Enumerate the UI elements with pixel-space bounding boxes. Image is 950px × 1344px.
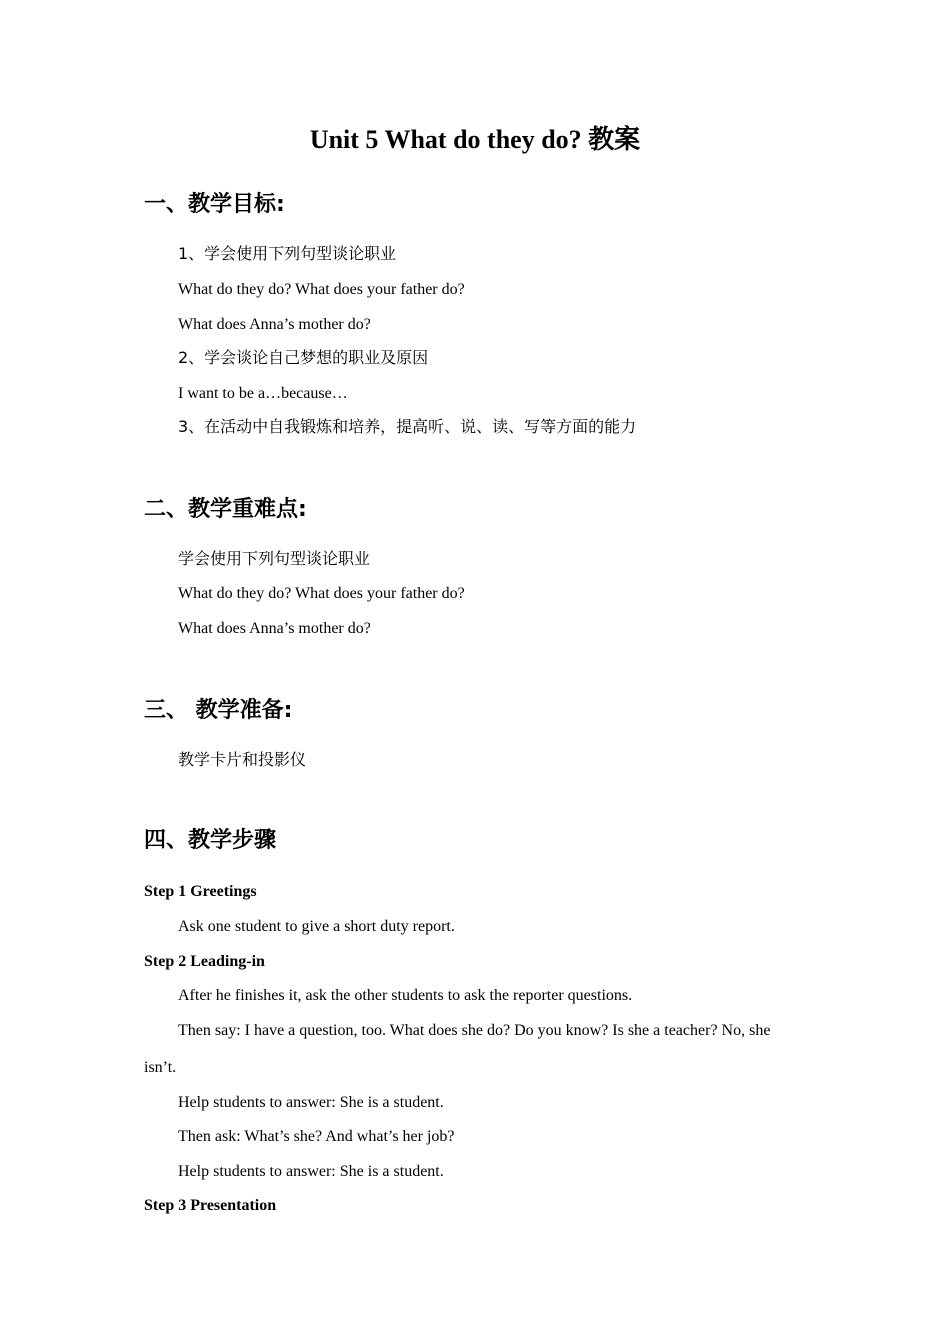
step-line-continuation: isn’t. [144, 1059, 177, 1076]
step-line: Help students to answer: She is a student. [178, 1163, 444, 1180]
step-2-title: Step 2 Leading-in [144, 953, 265, 970]
step-line: After he finishes it, ask the other students to ask the reporter questions. [178, 987, 633, 1004]
objective-line: 2、学会谈论自己梦想的职业及原因 [178, 348, 429, 367]
objective-line: 3、在活动中自我锻炼和培养，提高听、说、读、写等方面的能力 [178, 417, 637, 436]
section-heading-objectives: 一、教学目标: [144, 192, 285, 217]
step-line: Then say: I have a question, too. What does she do? Do you know? Is she a teacher? No, she [178, 1022, 771, 1039]
preparation-line: 教学卡片和投影仪 [178, 750, 307, 769]
document-title: Unit 5 What do they do? 教案 [309, 125, 641, 154]
objective-line: What do they do? What does your father do? [178, 281, 465, 298]
section-heading-key-points: 二、教学重难点: [144, 497, 307, 522]
section-heading-preparation: 三、 教学准备: [144, 698, 293, 723]
step-line: Ask one student to give a short duty report. [178, 918, 455, 935]
key-point-line: What do they do? What does your father do? [178, 585, 465, 602]
objective-line: 1、学会使用下列句型谈论职业 [178, 244, 397, 263]
key-point-line: 学会使用下列句型谈论职业 [178, 549, 371, 568]
step-1-title: Step 1 Greetings [144, 883, 257, 900]
step-3-title: Step 3 Presentation [144, 1197, 277, 1214]
objective-line: What does Anna’s mother do? [178, 316, 371, 333]
objective-line: I want to be a…because… [178, 385, 348, 402]
section-heading-steps: 四、教学步骤 [144, 828, 277, 853]
step-line: Help students to answer: She is a student. [178, 1094, 444, 1111]
key-point-line: What does Anna’s mother do? [178, 620, 371, 637]
step-line: Then ask: What’s she? And what’s her job? [178, 1128, 455, 1145]
